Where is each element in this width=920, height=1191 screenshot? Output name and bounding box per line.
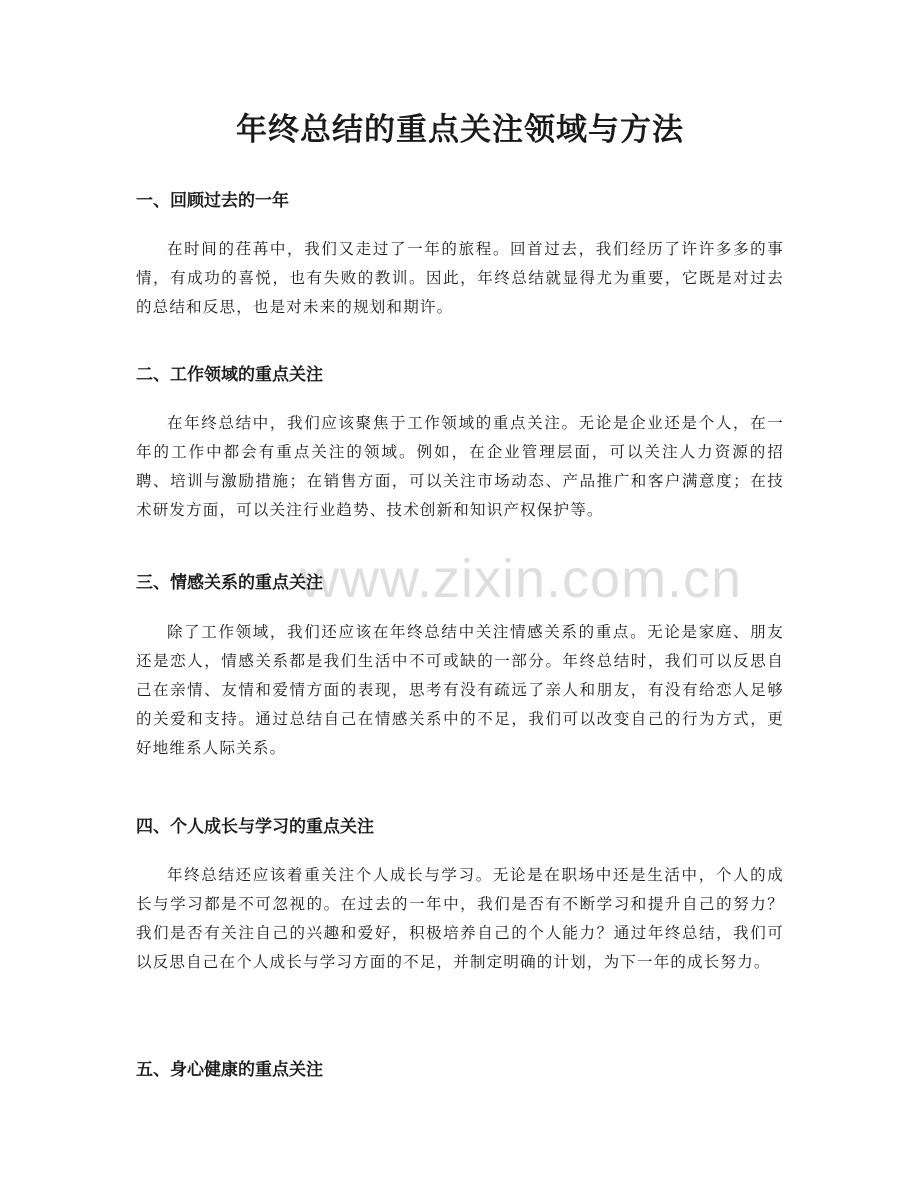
section-4-paragraph: 年终总结还应该着重关注个人成长与学习。无论是在职场中还是生活中，个人的成长与学习都是不可忽视的。在过去的一年中，我们是否有不断学习和提升自己的努力？我们是否有关注自己的兴趣和爱好，积极培养自己的个人能力？通过年终总结，我们可以反思自己在个人成长与学习方面的不足，并制定明确的计划，为下一年的成长努力。 [136,866,784,971]
section-heading-3: 三、情感关系的重点关注 [136,573,323,593]
section-heading-4: 四、个人成长与学习的重点关注 [136,817,374,837]
watermark: www.zixin.com.cn [300,549,743,609]
section-1-paragraph: 在时间的荏苒中，我们又走过了一年的旅程。回首过去，我们经历了许许多多的事情，有成功的喜悦，也有失败的教训。因此，年终总结就显得尤为重要，它既是对过去的总结和反思，也是对未来的规划和期许。 [136,240,784,316]
section-heading-1: 一、回顾过去的一年 [136,191,289,211]
section-3-paragraph: 除了工作领域，我们还应该在年终总结中关注情感关系的重点。无论是家庭、朋友还是恋人，情感关系都是我们生活中不可或缺的一部分。年终总结时，我们可以反思自己在亲情、友情和爱情方面的表现，思考有没有疏远了亲人和朋友，有没有给恋人足够的关爱和支持。通过总结自己在情感关系中的不足，我们可以改变自己的行为方式，更好地维系人际关系。 [136,623,784,757]
document-title: 年终总结的重点关注领域与方法 [236,112,684,148]
section-heading-2: 二、工作领域的重点关注 [136,365,323,385]
section-heading-5: 五、身心健康的重点关注 [136,1060,323,1080]
section-2-paragraph: 在年终总结中，我们应该聚焦于工作领域的重点关注。无论是企业还是个人，在一年的工作中都会有重点关注的领域。例如，在企业管理层面，可以关注人力资源的招聘、培训与激励措施；在销售方面，可以关注市场动态、产品推广和客户满意度；在技术研发方面，可以关注行业趋势、技术创新和知识产权保护等。 [136,414,784,519]
